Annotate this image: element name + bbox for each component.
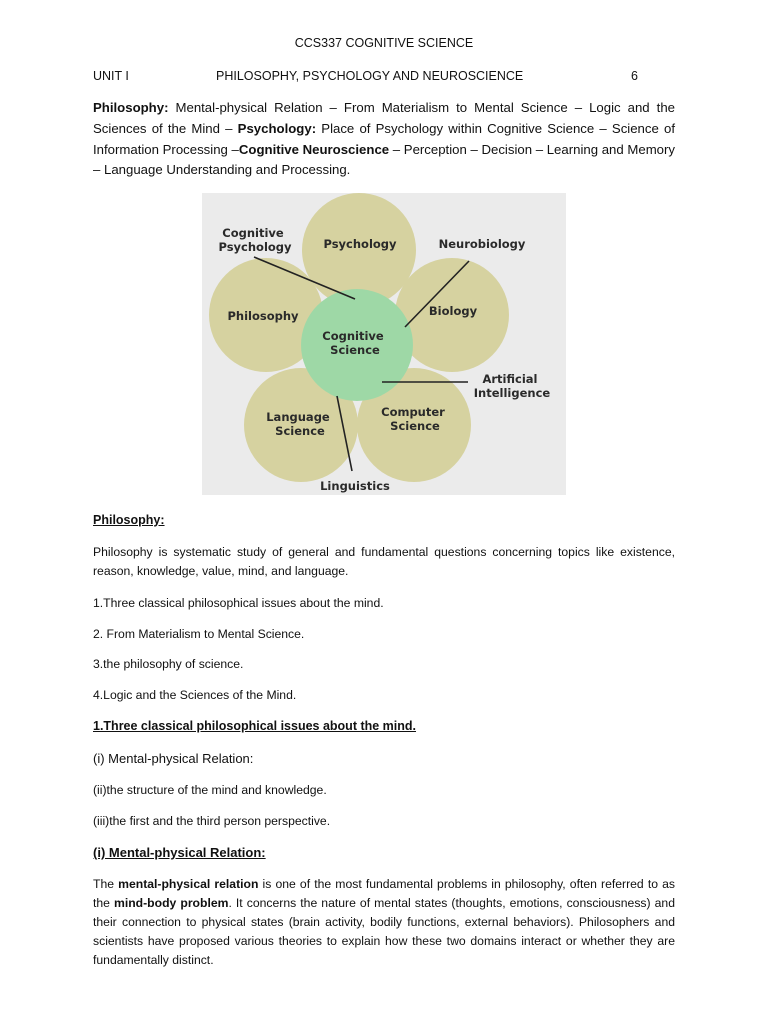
label-philosophy: Philosophy (227, 309, 299, 323)
label-cognitive-psychology: Cognitive Psychology (218, 226, 292, 254)
syllabus-psychology-text: Place of Psychology within Cognitive Science – Science of Information Processing – (93, 120, 676, 157)
label-computer-science: Computer Science (381, 405, 445, 433)
label-language-science: Language Science (266, 410, 330, 438)
syllabus-neuro-text: – Perception – Decision – Learning and Memory – Language Understanding and Processing. (93, 141, 675, 178)
issue-item-3: (iii)the first and the third person perspective. (93, 814, 331, 828)
paragraph-start: The (93, 877, 119, 891)
label-neurobiology: Neurobiology (438, 237, 526, 251)
mental-physical-heading: (i) Mental-physical Relation: (93, 845, 266, 860)
syllabus-philosophy-text: Mental-physical Relation – From Materialism to Mental Science – Logic and the Sciences of the Mind – (93, 100, 675, 136)
syllabus-neuro-label: Cognitive Neuroscience (238, 141, 390, 157)
unit-heading (93, 69, 643, 85)
issues-heading: 1.Three classical philosophical issues about the mind. (93, 719, 417, 733)
unit-title: PHILOSOPHY, PSYCHOLOGY AND NEUROSCIENCE (216, 69, 524, 83)
label-artificial-intelligence: Artificial Intelligence (473, 372, 551, 400)
unit-number: UNIT I (93, 69, 129, 83)
label-cognitive-science: Cognitive Science (322, 329, 384, 357)
syllabus-psychology-label: Psychology: (237, 120, 317, 136)
label-biology: Biology (428, 304, 478, 318)
syllabus-philosophy-label: Philosophy: (93, 100, 169, 115)
course-title: CCS337 COGNITIVE SCIENCE (294, 36, 474, 50)
philosophy-intro: Philosophy is systematic study of general and fundamental questions concerning topics like existence, reason, knowledge, value, mind, and language. (93, 545, 675, 578)
philosophy-list-item-1: 1.Three classical philosophical issues about the mind. (93, 596, 384, 610)
mental-physical-paragraph (93, 875, 675, 970)
philosophy-list-item-4: 4.Logic and the Sciences of the Mind. (93, 688, 297, 702)
philosophy-heading: Philosophy: (93, 513, 165, 527)
label-psychology: Psychology (323, 237, 397, 251)
issue-item-1: (i) Mental-physical Relation: (93, 751, 254, 766)
issue-item-2: (ii)the structure of the mind and knowledge. (93, 783, 327, 797)
term-mind-body-problem: mind-body problem (114, 896, 229, 910)
unit-syllabus (93, 98, 675, 181)
cognitive-science-diagram (202, 193, 566, 495)
unit-hours: 6 (631, 69, 638, 83)
philosophy-list-item-2: 2. From Materialism to Mental Science. (93, 627, 305, 641)
term-mental-physical-relation: mental-physical relation (118, 877, 259, 891)
paragraph-rest: . It concerns the nature of mental states (thoughts, emotions, consciousness) and their connection to physical states (brain activity, bodily functions, external behaviors). Philosophers and scientists have proposed various theories to explain how these two domains interact or whether they are fundamentally distinct. (93, 896, 675, 967)
label-linguistics: Linguistics (320, 479, 390, 493)
paragraph-middle: is one of the most fundamental problems in philosophy, often referred to as the (93, 877, 675, 910)
philosophy-list-item-3: 3.the philosophy of science. (93, 657, 244, 671)
